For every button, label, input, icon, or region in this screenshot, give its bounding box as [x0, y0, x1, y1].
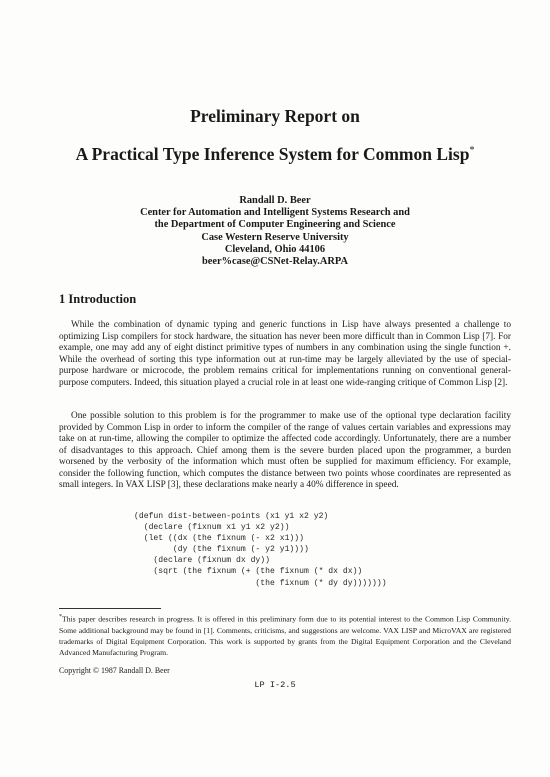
title-text: A Practical Type Inference System for Common Lisp: [75, 144, 470, 164]
code-line: (dy (the fixnum (- y2 y1)))): [134, 545, 309, 555]
author-block: [0, 195, 550, 268]
footnote: [59, 612, 511, 658]
author-affiliation-1: Center for Automation and Intelligent Systems Research and: [140, 207, 410, 219]
title-footnote-marker: *: [469, 145, 475, 157]
page-label: LP I-2.5: [254, 680, 296, 690]
title-line-2: [0, 144, 550, 165]
paragraph-1: While the combination of dynamic typing and generic functions in Lisp have always presented a challenge to optimizing Lisp compilers for stock hardware, the situation has never been more difficult than in Common Lisp [7]. For example, one may add any of eight distinct primitive types of numbers in any combination using the single function +. While the overhead of sorting this type information out at run-time may be largely alleviated by the use of special-purpose hardware or microcode, the problem remains critical for implementations running on conventional general-purpose computers. Indeed, this situation played a crucial role in at least one wide-ranging critique of Common Lisp [2].: [59, 320, 511, 388]
author-affiliation-2: the Department of Computer Engineering and Science: [154, 219, 396, 231]
footnote-rule: [59, 608, 161, 609]
title-line-1: Preliminary Report on: [190, 106, 360, 126]
author-name: Randall D. Beer: [239, 195, 311, 206]
paragraph-2: One possible solution to this problem is for the programmer to make use of the optional type declaration facility provided by Common Lisp in order to inform the compiler of the range of values certain variables and expressions may take on at run-time, allowing the compiler to optimize the affected code accordingly. Unfortunately, there are a number of disadvantages to this approach. Chief among them is the severe burden placed upon the programmer, a burden worsened by the verbosity of the information which must often be supplied for maximum efficiency. For example, consider the following function, which computes the distance between two points whose coordinates are represented as small integers. In VAX LISP [3], these declarations make nearly a 40% difference in speed.: [59, 411, 511, 491]
code-line: (the fixnum (* dy dy))))))): [134, 578, 387, 588]
author-city: Cleveland, Ohio 44106: [224, 243, 326, 255]
code-line: (declare (fixnum x1 y1 x2 y2)): [134, 523, 290, 533]
author-email: beer%case@CSNet-Relay.ARPA: [202, 256, 348, 268]
footnote-text: This paper describes research in progress. It is offered in this preliminary form due to its potential interest to the Common Lisp Community. Some additional background may be found in [1]. Comments, criticisms, and suggestions are welcome. VAX LISP and MicroVAX are registered trademarks of Digital Equipment Corporation. This work is supported by grants from the Digital Equipment Corporation and the Cleveland Advanced Manufacturing Program.: [59, 614, 511, 657]
footnote-marker: *: [59, 614, 62, 620]
code-line: (defun dist-between-points (x1 y1 x2 y2): [134, 512, 329, 521]
code-block: [134, 511, 387, 589]
code-line: (let ((dx (the fixnum (- x2 x1))): [134, 534, 304, 544]
code-line: (sqrt (the fixnum (+ (the fixnum (* dx dx)): [134, 567, 363, 577]
section-heading: 1 Introduction: [59, 292, 137, 306]
code-line: (declare (fixnum dx dy)): [134, 556, 270, 566]
copyright-notice: Copyright © 1987 Randall D. Beer: [59, 666, 170, 675]
author-affiliation-3: Case Western Reserve University: [201, 231, 349, 243]
